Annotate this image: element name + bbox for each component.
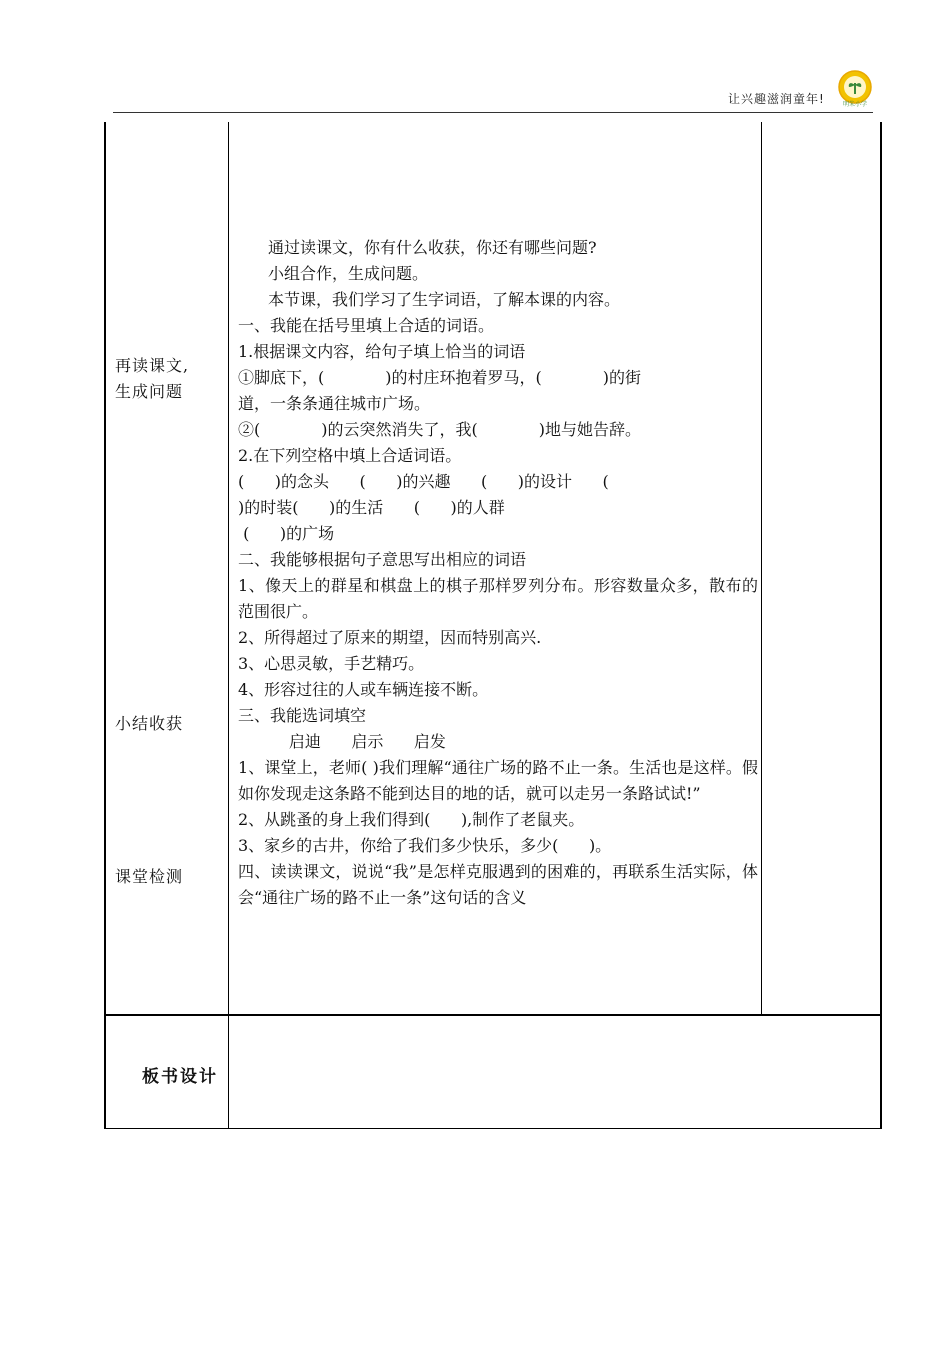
content-line: 1、像天上的群星和棋盘上的棋子那样罗列分布。形容数量众多，散布的范围很广。 (238, 576, 758, 621)
section-heading: 一、我能在括号里填上合适的词语。 (238, 316, 495, 335)
reread-label-line1: 再读课文, (115, 356, 190, 375)
section-heading: 二、我能够根据句子意思写出相应的词语 (238, 550, 527, 569)
content-line: ( )的广场 (238, 524, 335, 543)
table-col-divider-1 (228, 122, 229, 1129)
reread-label-line2: 生成问题 (115, 382, 184, 401)
content-line: 2、从跳蚤的身上我们得到( ),制作了老鼠夹。 (238, 810, 585, 829)
reread-label (115, 353, 189, 405)
content-line: 3、家乡的古井，你给了我们多少快乐，多少( )。 (238, 836, 612, 855)
logo-caption: 明朱小学 (842, 101, 867, 108)
content-line: ①脚底下，( )的村庄环抱着罗马，( )的街 (238, 368, 642, 387)
lesson-content (238, 235, 758, 911)
content-line: 道，一条条通往城市广场。 (238, 394, 431, 413)
summary-label: 小结收获 (115, 714, 184, 733)
word-choices: 启迪 启示 启发 (238, 732, 446, 751)
content-line: 通过读课文，你有什么收获，你还有哪些问题? (268, 238, 597, 257)
table-col-divider-2 (761, 122, 762, 1015)
table-bottom-border (104, 1128, 882, 1129)
content-line: 本节课，我们学习了生字词语，了解本课的内容。 (268, 290, 621, 309)
content-line: 1.根据课文内容，给句子填上恰当的词语 (238, 342, 526, 361)
content-line: 2、所得超过了原来的期望，因而特别高兴. (238, 628, 542, 647)
section-heading: 三、我能选词填空 (238, 706, 367, 725)
content-line: 2.在下列空格中填上合适词语。 (238, 446, 462, 465)
content-line: )的时装( )的生活 ( )的人群 (238, 498, 505, 517)
section-heading: 四、读读课文，说说“我”是怎样克服遇到的困难的，再联系生活实际，体会“通往广场的路不止一条”这句话的含义 (238, 862, 758, 907)
content-line: 1、课堂上，老师( )我们理解“通往广场的路不止一条。生活也是这样。假如你发现走这条路不能到达目的地的话，就可以走另一条路试试!” (238, 758, 758, 803)
content-line: ②( )的云突然消失了，我( )地与她告辞。 (238, 420, 642, 439)
content-line: ( )的念头 ( )的兴趣 ( )的设计 ( (238, 472, 609, 491)
content-line: 3、心思灵敏，手艺精巧。 (238, 654, 425, 673)
board-design-label: 板书设计 (142, 1067, 218, 1087)
header-slogan: 让兴趣滋润童年! (728, 92, 825, 106)
table-row-divider (104, 1014, 882, 1016)
content-line: 4、形容过往的人或车辆连接不断。 (238, 680, 489, 699)
content-line: 小组合作，生成问题。 (268, 264, 429, 283)
table-left-border (104, 122, 106, 1129)
table-right-border (880, 122, 882, 1129)
test-label: 课堂检测 (115, 867, 184, 886)
